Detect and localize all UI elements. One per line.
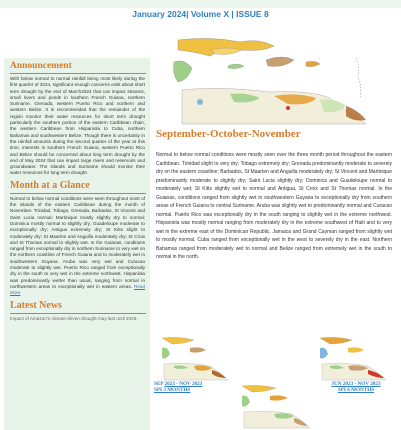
seasonal-text: Normal to below normal conditions were mostly seen over the three month period throughout the eastern Caribbean. Trinidad slight to very dry; Tobago extremely dry; Grenada predominantly moderate to severely dry on the eastern coastline; Barbados, St Maarten and Anguilla moderately dry; St Vincent and Martinique predominantly moderate to slightly dry; Saint Lucia slightly dry; Dominica and Guadeloupe normal to moderately wet; St Kitts slightly wet to normal and Antigua, St Croix and St Thomas normal. In the Guianas, conditions ranged from slightly wet in southwestern Guyana to exceptionally dry from southern areas of French Guiana to central Suriname. Aruba was slightly wet to predominantly normal and Curacao normal. Puerto Rico was exceptionally dry in the south ranging to slightly wet in the extreme northwest. Hispaniola was mostly normal ranging from moderately dry in the extreme southwest of Haiti and to very wet in the extreme east of the Dominican Republic. Jamaica and Grand Cayman ranged from slightly wet to mostly normal. Cuba ranged from exceptionally wet in the west to severely dry in the east. Northern Bahamas ranged from moderately wet to normal and Belize ranged from extremely wet in the south to normal in the north. — [156, 152, 392, 260]
latest-news-heading: Latest News — [10, 299, 62, 311]
spi6-caption — [314, 381, 398, 393]
latest-news-item[interactable]: Impact of Amazon's climate-driven drought may last until 2026. — [10, 315, 138, 321]
caribbean-spi-map — [170, 32, 392, 127]
read-more-link[interactable]: Read More — [10, 283, 146, 296]
spi3-caption-sub[interactable]: SPI 3 MONTHS — [154, 387, 191, 393]
spi6-map-graphic — [318, 334, 390, 382]
spi3-map-graphic — [160, 334, 232, 382]
seasonal-heading: September-October-November — [156, 128, 301, 140]
third-map-graphic — [240, 382, 315, 430]
spi3-caption — [154, 381, 236, 393]
spi3-thumbnail-map[interactable] — [160, 334, 232, 382]
left-sidebar — [4, 58, 150, 430]
latest-news-divider — [10, 313, 146, 314]
announcement-text: With below normal to normal rainfall being most likely during the first quarter of 2024, significant enough concerns exist about short term drought by the end of March2024 that can impact streams, small rivers and ponds in southern French Guiana, northern Suriname, Grenada, western Puerto Rico and northern and western Belize. It is recommended that the remainder of the region monitor their water resources for short term drought particularly the southern portion of the eastern Caribbean chain, the western Caribbean from Hispaniola to Cuba, northern Bahamas and southwestern Belize. Though there is uncertainty in the rainfall amounts during the second quarter of the year at this time, interests in southern French Guiana, western Puerto Rico and Belize should be concerned about long term drought by the end of May 2024 that can impact large rivers and reservoirs and groundwater. The islands and Suriname should monitor their water resources for long term drought. — [10, 76, 145, 176]
announcement-divider — [10, 73, 146, 74]
header-band — [0, 0, 401, 8]
spi3-caption-prefix: SEP — [154, 381, 165, 387]
month-glance-body: Normal to below normal conditions were seen throughout most of the islands of the eastern Caribbean during the month of November. Trinidad, Tobago, Grenada, Barbados, St Vincent and Saint Lucia normal; Martinique mostly slightly dry to normal; Dominica mostly normal to slightly dry; Guadeloupe moderate to exceptionally dry; Antigua extremely dry; St Kitts slight to moderately dry; St Maarten and Anguilla moderately dry; St Croix and St Thomas normal to slightly wet. In the Guianas, conditions ranged from exceptionally dry in northern Suriname to very wet on the northern coastline of French Guiana and to moderately wet in southwestern Guyana. Aruba was very wet and Curacao moderate to slightly wet. Puerto Rico ranged from exceptionally dry in the south to very wet in the extreme northwest. Hispaniola was predominantly wetter than usual, ranging from normal in northwestern areas to exceptionally wet in eastern areas. — [10, 195, 145, 289]
month-glance-divider — [10, 193, 146, 194]
spi6-caption-link[interactable]: JUN 2023 - NOV 2023 — [331, 381, 381, 387]
map-graphic — [170, 32, 392, 127]
issue-line: January 2024| Volume X | ISSUE 8 — [132, 9, 269, 19]
announcement-heading: Announcement — [10, 61, 72, 71]
spi3-caption-link[interactable]: 2023 - NOV 2023 — [164, 381, 203, 387]
spi6-thumbnail-map[interactable] — [318, 334, 390, 382]
third-thumbnail-map[interactable] — [240, 382, 315, 430]
month-glance-heading: Month at a Glance — [10, 179, 90, 191]
month-glance-text — [4, 196, 150, 297]
spi6-caption-sub[interactable]: SPI 6 MONTHS — [337, 387, 375, 393]
